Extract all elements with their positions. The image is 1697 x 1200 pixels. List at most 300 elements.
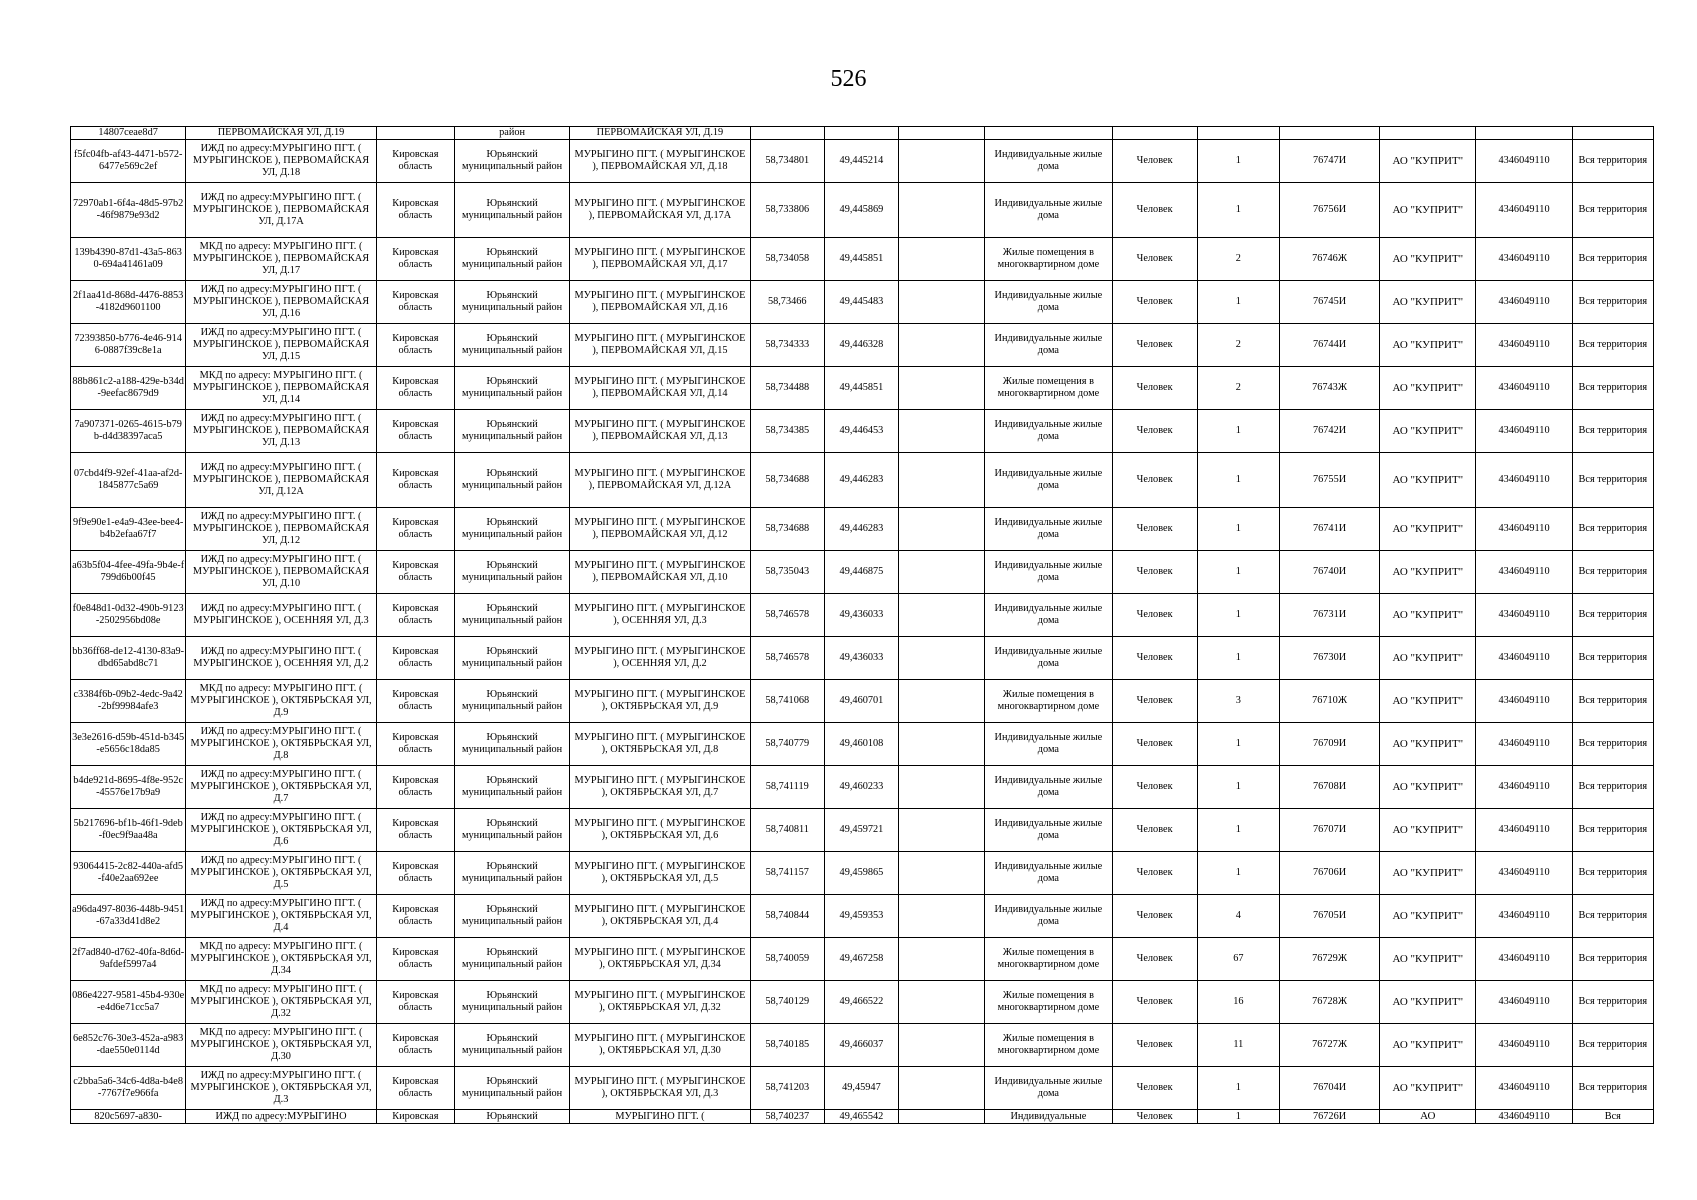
cell-count: 1: [1197, 281, 1279, 324]
cell-address: МУРЫГИНО ПГТ. ( МУРЫГИНСКОЕ ), ПЕРВОМАЙСКАЯ УЛ, Д.17: [570, 238, 750, 281]
cell-count: 11: [1197, 1024, 1279, 1067]
cell-object-type: Индивидуальные жилые дома: [985, 637, 1112, 680]
table-row: [71, 680, 1654, 723]
cell-inn: 4346049110: [1476, 938, 1572, 981]
cell-unit: Человек: [1112, 367, 1197, 410]
cell-object-id: 14807ceae8d7: [71, 127, 186, 140]
cell-object-id: 3e3e2616-d59b-451d-b345-e5656c18da85: [71, 723, 186, 766]
cell-unit: Человек: [1112, 281, 1197, 324]
cell-count: 1: [1197, 508, 1279, 551]
cell-address: МУРЫГИНО ПГТ. ( МУРЫГИНСКОЕ ), ОКТЯБРЬСКАЯ УЛ, Д.3: [570, 1067, 750, 1110]
cell-object-description: ИЖД по адресу:МУРЫГИНО ПГТ. ( МУРЫГИНСКОЕ ), ОКТЯБРЬСКАЯ УЛ, Д.4: [186, 895, 376, 938]
cell-empty-col: [899, 766, 985, 809]
cell-count: 1: [1197, 723, 1279, 766]
cell-count: 1: [1197, 551, 1279, 594]
cell-object-type: Индивидуальные жилые дома: [985, 551, 1112, 594]
cell-unit: Человек: [1112, 238, 1197, 281]
cell-object-type: Индивидуальные жилые дома: [985, 140, 1112, 183]
table-row: [71, 367, 1654, 410]
cell-object-description: ИЖД по адресу:МУРЫГИНО ПГТ. ( МУРЫГИНСКОЕ ), ПЕРВОМАЙСКАЯ УЛ, Д.12А: [186, 453, 376, 508]
cell-inn: 4346049110: [1476, 367, 1572, 410]
cell-object-description: МКД по адресу: МУРЫГИНО ПГТ. ( МУРЫГИНСКОЕ ), ОКТЯБРЬСКАЯ УЛ, Д.32: [186, 981, 376, 1024]
cell-unit: Человек: [1112, 183, 1197, 238]
cell-organization: АО "КУПРИТ": [1380, 1024, 1476, 1067]
table-row: [71, 895, 1654, 938]
cell-district: Юрьянский муниципальный район: [454, 938, 569, 981]
cell-address: МУРЫГИНО ПГТ. ( МУРЫГИНСКОЕ ), ПЕРВОМАЙСКАЯ УЛ, Д.16: [570, 281, 750, 324]
cell-district: Юрьянский муниципальный район: [454, 140, 569, 183]
cell-organization: АО "КУПРИТ": [1380, 140, 1476, 183]
cell-code: 76709И: [1279, 723, 1379, 766]
cell-inn: 4346049110: [1476, 453, 1572, 508]
cell-count: 2: [1197, 238, 1279, 281]
cell-empty-col: [899, 895, 985, 938]
cell-empty-col: [899, 809, 985, 852]
cell-inn: 4346049110: [1476, 410, 1572, 453]
cell-unit: Человек: [1112, 551, 1197, 594]
cell-latitude: 58,734801: [750, 140, 824, 183]
cell-empty-col: [899, 1110, 985, 1124]
table-row: [71, 1067, 1654, 1110]
cell-code: 76707И: [1279, 809, 1379, 852]
cell-count: 3: [1197, 680, 1279, 723]
cell-longitude: 49,467258: [824, 938, 898, 981]
cell-count: 1: [1197, 594, 1279, 637]
cell-code: 76704И: [1279, 1067, 1379, 1110]
cell-longitude: 49,459353: [824, 895, 898, 938]
cell-district: Юрьянский муниципальный район: [454, 551, 569, 594]
cell-object-description: ИЖД по адресу:МУРЫГИНО ПГТ. ( МУРЫГИНСКОЕ ), ПЕРВОМАЙСКАЯ УЛ, Д.13: [186, 410, 376, 453]
cell-object-id: b4de921d-8695-4f8e-952c-45576e17b9a9: [71, 766, 186, 809]
cell-inn: 4346049110: [1476, 551, 1572, 594]
cell-district: Юрьянский: [454, 1110, 569, 1124]
cell-object-id: f0e848d1-0d32-490b-9123-2502956bd08e: [71, 594, 186, 637]
cell-unit: Человек: [1112, 852, 1197, 895]
cell-organization: АО "КУПРИТ": [1380, 367, 1476, 410]
cell-longitude: 49,445869: [824, 183, 898, 238]
cell-object-type: Жилые помещения в многоквартирном доме: [985, 938, 1112, 981]
cell-count: 1: [1197, 637, 1279, 680]
cell-code: 76728Ж: [1279, 981, 1379, 1024]
table-row: [71, 594, 1654, 637]
cell-territory: Вся территория: [1572, 766, 1653, 809]
cell-latitude: 58,740811: [750, 809, 824, 852]
table-row: [71, 183, 1654, 238]
cell-object-id: a63b5f04-4fee-49fa-9b4e-f799d6b00f45: [71, 551, 186, 594]
cell-region: Кировская область: [376, 453, 454, 508]
cell-territory: Вся территория: [1572, 367, 1653, 410]
cell-count: 1: [1197, 453, 1279, 508]
cell-empty-col: [899, 281, 985, 324]
cell-code: 76755И: [1279, 453, 1379, 508]
cell-count: [1197, 127, 1279, 140]
cell-latitude: 58,741119: [750, 766, 824, 809]
cell-address: МУРЫГИНО ПГТ. ( МУРЫГИНСКОЕ ), ОКТЯБРЬСКАЯ УЛ, Д.7: [570, 766, 750, 809]
cell-territory: Вся территория: [1572, 324, 1653, 367]
cell-code: 76710Ж: [1279, 680, 1379, 723]
cell-code: 76743Ж: [1279, 367, 1379, 410]
cell-organization: АО "КУПРИТ": [1380, 981, 1476, 1024]
cell-inn: 4346049110: [1476, 680, 1572, 723]
cell-address: ПЕРВОМАЙСКАЯ УЛ, Д.19: [570, 127, 750, 140]
cell-district: Юрьянский муниципальный район: [454, 637, 569, 680]
cell-empty-col: [899, 551, 985, 594]
cell-object-description: ИЖД по адресу:МУРЫГИНО ПГТ. ( МУРЫГИНСКОЕ ), ПЕРВОМАЙСКАЯ УЛ, Д.10: [186, 551, 376, 594]
cell-object-type: Жилые помещения в многоквартирном доме: [985, 1024, 1112, 1067]
cell-empty-col: [899, 938, 985, 981]
table-row: [71, 981, 1654, 1024]
cell-region: Кировская область: [376, 723, 454, 766]
cell-inn: 4346049110: [1476, 809, 1572, 852]
cell-latitude: 58,734333: [750, 324, 824, 367]
cell-longitude: 49,459721: [824, 809, 898, 852]
cell-region: Кировская: [376, 1110, 454, 1124]
cell-territory: Вся территория: [1572, 183, 1653, 238]
cell-address: МУРЫГИНО ПГТ. ( МУРЫГИНСКОЕ ), ОКТЯБРЬСКАЯ УЛ, Д.4: [570, 895, 750, 938]
cell-object-type: Индивидуальные жилые дома: [985, 766, 1112, 809]
cell-code: 76730И: [1279, 637, 1379, 680]
cell-object-description: МКД по адресу: МУРЫГИНО ПГТ. ( МУРЫГИНСКОЕ ), ОКТЯБРЬСКАЯ УЛ, Д.34: [186, 938, 376, 981]
cell-object-description: ИЖД по адресу:МУРЫГИНО ПГТ. ( МУРЫГИНСКОЕ ), ОКТЯБРЬСКАЯ УЛ, Д.7: [186, 766, 376, 809]
cell-inn: 4346049110: [1476, 324, 1572, 367]
cell-count: 1: [1197, 140, 1279, 183]
cell-region: Кировская область: [376, 852, 454, 895]
cell-object-id: 72970ab1-6f4a-48d5-97b2-46f9879e93d2: [71, 183, 186, 238]
cell-inn: 4346049110: [1476, 508, 1572, 551]
cell-object-type: Индивидуальные жилые дома: [985, 1067, 1112, 1110]
cell-latitude: 58,740059: [750, 938, 824, 981]
cell-territory: Вся территория: [1572, 410, 1653, 453]
cell-longitude: 49,465542: [824, 1110, 898, 1124]
cell-organization: АО "КУПРИТ": [1380, 723, 1476, 766]
cell-object-type: Жилые помещения в многоквартирном доме: [985, 680, 1112, 723]
cell-address: МУРЫГИНО ПГТ. ( МУРЫГИНСКОЕ ), ОКТЯБРЬСКАЯ УЛ, Д.8: [570, 723, 750, 766]
cell-territory: Вся территория: [1572, 809, 1653, 852]
cell-latitude: 58,740237: [750, 1110, 824, 1124]
table-row: [71, 551, 1654, 594]
cell-district: Юрьянский муниципальный район: [454, 238, 569, 281]
cell-unit: Человек: [1112, 1067, 1197, 1110]
cell-territory: Вся территория: [1572, 680, 1653, 723]
cell-object-description: ИЖД по адресу:МУРЫГИНО ПГТ. ( МУРЫГИНСКОЕ ), ПЕРВОМАЙСКАЯ УЛ, Д.17А: [186, 183, 376, 238]
cell-region: Кировская область: [376, 637, 454, 680]
cell-inn: 4346049110: [1476, 594, 1572, 637]
cell-address: МУРЫГИНО ПГТ. ( МУРЫГИНСКОЕ ), ПЕРВОМАЙСКАЯ УЛ, Д.17А: [570, 183, 750, 238]
cell-latitude: 58,741157: [750, 852, 824, 895]
cell-object-id: 07cbd4f9-92ef-41aa-af2d-1845877c5a69: [71, 453, 186, 508]
table-row: [71, 410, 1654, 453]
cell-object-id: 7a907371-0265-4615-b79b-d4d38397aca5: [71, 410, 186, 453]
cell-unit: Человек: [1112, 981, 1197, 1024]
cell-object-description: ИЖД по адресу:МУРЫГИНО ПГТ. ( МУРЫГИНСКОЕ ), ОКТЯБРЬСКАЯ УЛ, Д.3: [186, 1067, 376, 1110]
cell-latitude: 58,741068: [750, 680, 824, 723]
cell-region: Кировская область: [376, 938, 454, 981]
cell-object-type: Жилые помещения в многоквартирном доме: [985, 981, 1112, 1024]
cell-object-type: Индивидуальные жилые дома: [985, 281, 1112, 324]
cell-unit: Человек: [1112, 637, 1197, 680]
cell-longitude: 49,446283: [824, 453, 898, 508]
cell-organization: АО: [1380, 1110, 1476, 1124]
cell-empty-col: [899, 1067, 985, 1110]
cell-territory: Вся территория: [1572, 508, 1653, 551]
table-row: [71, 238, 1654, 281]
cell-code: 76705И: [1279, 895, 1379, 938]
table-row: [71, 723, 1654, 766]
cell-address: МУРЫГИНО ПГТ. ( МУРЫГИНСКОЕ ), ОКТЯБРЬСКАЯ УЛ, Д.32: [570, 981, 750, 1024]
cell-unit: Человек: [1112, 938, 1197, 981]
cell-latitude: 58,740844: [750, 895, 824, 938]
cell-organization: АО "КУПРИТ": [1380, 508, 1476, 551]
table-row: [71, 852, 1654, 895]
cell-latitude: 58,746578: [750, 637, 824, 680]
cell-latitude: [750, 127, 824, 140]
cell-object-id: c3384f6b-09b2-4edc-9a42-2bf99984afe3: [71, 680, 186, 723]
cell-inn: 4346049110: [1476, 852, 1572, 895]
cell-region: Кировская область: [376, 766, 454, 809]
cell-longitude: 49,460701: [824, 680, 898, 723]
cell-count: 67: [1197, 938, 1279, 981]
cell-count: 1: [1197, 766, 1279, 809]
cell-organization: АО "КУПРИТ": [1380, 410, 1476, 453]
cell-address: МУРЫГИНО ПГТ. ( МУРЫГИНСКОЕ ), ПЕРВОМАЙСКАЯ УЛ, Д.14: [570, 367, 750, 410]
cell-code: 76744И: [1279, 324, 1379, 367]
cell-object-id: 086e4227-9581-45b4-930e-e4d6e71cc5a7: [71, 981, 186, 1024]
cell-longitude: 49,445851: [824, 367, 898, 410]
cell-unit: Человек: [1112, 766, 1197, 809]
cell-address: МУРЫГИНО ПГТ. ( МУРЫГИНСКОЕ ), ОСЕННЯЯ УЛ, Д.3: [570, 594, 750, 637]
cell-empty-col: [899, 410, 985, 453]
cell-address: МУРЫГИНО ПГТ. ( МУРЫГИНСКОЕ ), ОКТЯБРЬСКАЯ УЛ, Д.34: [570, 938, 750, 981]
cell-region: Кировская область: [376, 680, 454, 723]
cell-unit: Человек: [1112, 1110, 1197, 1124]
cell-count: 1: [1197, 809, 1279, 852]
cell-inn: 4346049110: [1476, 281, 1572, 324]
cell-count: 1: [1197, 1110, 1279, 1124]
cell-object-id: 9f9e90e1-e4a9-43ee-bee4-b4b2efaa67f7: [71, 508, 186, 551]
cell-code: 76745И: [1279, 281, 1379, 324]
cell-region: Кировская область: [376, 183, 454, 238]
cell-unit: Человек: [1112, 723, 1197, 766]
cell-organization: АО "КУПРИТ": [1380, 766, 1476, 809]
table-row: [71, 453, 1654, 508]
cell-count: 1: [1197, 1067, 1279, 1110]
cell-district: Юрьянский муниципальный район: [454, 981, 569, 1024]
cell-inn: 4346049110: [1476, 140, 1572, 183]
cell-organization: АО "КУПРИТ": [1380, 852, 1476, 895]
cell-object-type: Индивидуальные жилые дома: [985, 809, 1112, 852]
cell-latitude: 58,740779: [750, 723, 824, 766]
cell-inn: 4346049110: [1476, 981, 1572, 1024]
cell-code: 76756И: [1279, 183, 1379, 238]
cell-region: Кировская область: [376, 324, 454, 367]
cell-object-description: МКД по адресу: МУРЫГИНО ПГТ. ( МУРЫГИНСКОЕ ), ПЕРВОМАЙСКАЯ УЛ, Д.14: [186, 367, 376, 410]
table-row: [71, 508, 1654, 551]
cell-empty-col: [899, 680, 985, 723]
cell-object-type: Индивидуальные жилые дома: [985, 324, 1112, 367]
cell-inn: 4346049110: [1476, 1067, 1572, 1110]
cell-region: Кировская область: [376, 1067, 454, 1110]
cell-region: Кировская область: [376, 981, 454, 1024]
cell-territory: Вся территория: [1572, 238, 1653, 281]
cell-unit: Человек: [1112, 895, 1197, 938]
cell-code: 76726И: [1279, 1110, 1379, 1124]
cell-latitude: 58,734058: [750, 238, 824, 281]
cell-object-description: ИЖД по адресу:МУРЫГИНО ПГТ. ( МУРЫГИНСКОЕ ), ОСЕННЯЯ УЛ, Д.3: [186, 594, 376, 637]
cell-district: Юрьянский муниципальный район: [454, 895, 569, 938]
cell-district: Юрьянский муниципальный район: [454, 508, 569, 551]
cell-inn: [1476, 127, 1572, 140]
cell-object-description: ИЖД по адресу:МУРЫГИНО ПГТ. ( МУРЫГИНСКОЕ ), ПЕРВОМАЙСКАЯ УЛ, Д.15: [186, 324, 376, 367]
cell-latitude: 58,733806: [750, 183, 824, 238]
cell-empty-col: [899, 508, 985, 551]
cell-object-id: 6e852c76-30e3-452a-a983-dae550e0114d: [71, 1024, 186, 1067]
cell-inn: 4346049110: [1476, 637, 1572, 680]
cell-territory: Вся территория: [1572, 852, 1653, 895]
cell-organization: АО "КУПРИТ": [1380, 324, 1476, 367]
cell-count: 1: [1197, 410, 1279, 453]
cell-object-id: 820c5697-a830-: [71, 1110, 186, 1124]
cell-organization: АО "КУПРИТ": [1380, 281, 1476, 324]
cell-longitude: 49,445214: [824, 140, 898, 183]
cell-longitude: 49,460233: [824, 766, 898, 809]
table-row: [71, 324, 1654, 367]
cell-inn: 4346049110: [1476, 238, 1572, 281]
cell-region: Кировская область: [376, 410, 454, 453]
cell-district: Юрьянский муниципальный район: [454, 723, 569, 766]
cell-count: 1: [1197, 183, 1279, 238]
cell-region: Кировская область: [376, 140, 454, 183]
cell-territory: Вся территория: [1572, 723, 1653, 766]
cell-longitude: 49,446453: [824, 410, 898, 453]
cell-organization: АО "КУПРИТ": [1380, 551, 1476, 594]
cell-address: МУРЫГИНО ПГТ. ( МУРЫГИНСКОЕ ), ПЕРВОМАЙСКАЯ УЛ, Д.12А: [570, 453, 750, 508]
cell-object-id: bb36ff68-de12-4130-83a9-dbd65abd8c71: [71, 637, 186, 680]
cell-unit: Человек: [1112, 140, 1197, 183]
cell-region: Кировская область: [376, 551, 454, 594]
cell-unit: Человек: [1112, 324, 1197, 367]
table-row: [71, 938, 1654, 981]
cell-organization: АО "КУПРИТ": [1380, 938, 1476, 981]
cell-empty-col: [899, 140, 985, 183]
cell-unit: Человек: [1112, 508, 1197, 551]
cell-territory: [1572, 127, 1653, 140]
cell-region: Кировская область: [376, 895, 454, 938]
cell-latitude: 58,734385: [750, 410, 824, 453]
cell-district: Юрьянский муниципальный район: [454, 281, 569, 324]
cell-region: [376, 127, 454, 140]
cell-code: 76741И: [1279, 508, 1379, 551]
cell-latitude: 58,734688: [750, 453, 824, 508]
cell-address: МУРЫГИНО ПГТ. ( МУРЫГИНСКОЕ ), ПЕРВОМАЙСКАЯ УЛ, Д.15: [570, 324, 750, 367]
cell-object-description: ИЖД по адресу:МУРЫГИНО ПГТ. ( МУРЫГИНСКОЕ ), ПЕРВОМАЙСКАЯ УЛ, Д.12: [186, 508, 376, 551]
cell-territory: Вся территория: [1572, 1067, 1653, 1110]
cell-organization: АО "КУПРИТ": [1380, 637, 1476, 680]
cell-unit: [1112, 127, 1197, 140]
cell-object-type: Индивидуальные: [985, 1110, 1112, 1124]
table-row: [71, 637, 1654, 680]
cell-district: Юрьянский муниципальный район: [454, 453, 569, 508]
cell-code: 76706И: [1279, 852, 1379, 895]
cell-region: Кировская область: [376, 238, 454, 281]
cell-object-id: 2f7ad840-d762-40fa-8d6d-9afdef5997a4: [71, 938, 186, 981]
cell-address: МУРЫГИНО ПГТ. ( МУРЫГИНСКОЕ ), ОКТЯБРЬСКАЯ УЛ, Д.6: [570, 809, 750, 852]
cell-empty-col: [899, 453, 985, 508]
cell-organization: АО "КУПРИТ": [1380, 594, 1476, 637]
cell-address: МУРЫГИНО ПГТ. ( МУРЫГИНСКОЕ ), ОКТЯБРЬСКАЯ УЛ, Д.5: [570, 852, 750, 895]
cell-object-description: ПЕРВОМАЙСКАЯ УЛ, Д.19: [186, 127, 376, 140]
cell-object-description: ИЖД по адресу:МУРЫГИНО ПГТ. ( МУРЫГИНСКОЕ ), ОСЕННЯЯ УЛ, Д.2: [186, 637, 376, 680]
cell-territory: Вся территория: [1572, 453, 1653, 508]
cell-latitude: 58,735043: [750, 551, 824, 594]
cell-district: Юрьянский муниципальный район: [454, 1024, 569, 1067]
cell-object-id: 2f1aa41d-868d-4476-8853-4182d9601100: [71, 281, 186, 324]
cell-district: район: [454, 127, 569, 140]
cell-code: 76747И: [1279, 140, 1379, 183]
cell-address: МУРЫГИНО ПГТ. ( МУРЫГИНСКОЕ ), ПЕРВОМАЙСКАЯ УЛ, Д.13: [570, 410, 750, 453]
cell-object-description: ИЖД по адресу:МУРЫГИНО ПГТ. ( МУРЫГИНСКОЕ ), ПЕРВОМАЙСКАЯ УЛ, Д.18: [186, 140, 376, 183]
cell-empty-col: [899, 183, 985, 238]
cell-empty-col: [899, 324, 985, 367]
cell-inn: 4346049110: [1476, 183, 1572, 238]
cell-district: Юрьянский муниципальный район: [454, 367, 569, 410]
cell-longitude: 49,445851: [824, 238, 898, 281]
registry-table: [70, 126, 1654, 1124]
cell-object-type: Индивидуальные жилые дома: [985, 508, 1112, 551]
cell-territory: Вся территория: [1572, 281, 1653, 324]
cell-code: 76746Ж: [1279, 238, 1379, 281]
cell-territory: Вся территория: [1572, 551, 1653, 594]
cell-object-description: ИЖД по адресу:МУРЫГИНО ПГТ. ( МУРЫГИНСКОЕ ), ОКТЯБРЬСКАЯ УЛ, Д.5: [186, 852, 376, 895]
cell-district: Юрьянский муниципальный район: [454, 766, 569, 809]
cell-unit: Человек: [1112, 809, 1197, 852]
cell-unit: Человек: [1112, 410, 1197, 453]
cell-object-description: МКД по адресу: МУРЫГИНО ПГТ. ( МУРЫГИНСКОЕ ), ОКТЯБРЬСКАЯ УЛ, Д.9: [186, 680, 376, 723]
cell-object-description: МКД по адресу: МУРЫГИНО ПГТ. ( МУРЫГИНСКОЕ ), ПЕРВОМАЙСКАЯ УЛ, Д.17: [186, 238, 376, 281]
cell-longitude: [824, 127, 898, 140]
cell-object-type: Жилые помещения в многоквартирном доме: [985, 238, 1112, 281]
cell-object-id: 5b217696-bf1b-46f1-9deb-f0ec9f9aa48a: [71, 809, 186, 852]
cell-latitude: 58,740185: [750, 1024, 824, 1067]
cell-object-id: 72393850-b776-4e46-9146-0887f39c8e1a: [71, 324, 186, 367]
table-row: [71, 1024, 1654, 1067]
cell-object-type: Жилые помещения в многоквартирном доме: [985, 367, 1112, 410]
cell-empty-col: [899, 594, 985, 637]
cell-code: 76729Ж: [1279, 938, 1379, 981]
cell-object-description: ИЖД по адресу:МУРЫГИНО: [186, 1110, 376, 1124]
cell-object-id: 139b4390-87d1-43a5-8630-694a41461a09: [71, 238, 186, 281]
cell-latitude: 58,746578: [750, 594, 824, 637]
cell-territory: Вся территория: [1572, 895, 1653, 938]
cell-count: 4: [1197, 895, 1279, 938]
cell-inn: 4346049110: [1476, 895, 1572, 938]
cell-inn: 4346049110: [1476, 723, 1572, 766]
cell-territory: Вся территория: [1572, 140, 1653, 183]
cell-region: Кировская область: [376, 1024, 454, 1067]
cell-object-description: ИЖД по адресу:МУРЫГИНО ПГТ. ( МУРЫГИНСКОЕ ), ПЕРВОМАЙСКАЯ УЛ, Д.16: [186, 281, 376, 324]
cell-object-description: МКД по адресу: МУРЫГИНО ПГТ. ( МУРЫГИНСКОЕ ), ОКТЯБРЬСКАЯ УЛ, Д.30: [186, 1024, 376, 1067]
cell-organization: АО "КУПРИТ": [1380, 895, 1476, 938]
cell-unit: Человек: [1112, 453, 1197, 508]
cell-object-id: 88b861c2-a188-429e-b34d-9eefac8679d9: [71, 367, 186, 410]
cell-longitude: 49,45947: [824, 1067, 898, 1110]
cell-district: Юрьянский муниципальный район: [454, 324, 569, 367]
cell-object-type: Индивидуальные жилые дома: [985, 410, 1112, 453]
cell-object-type: [985, 127, 1112, 140]
cell-unit: Человек: [1112, 1024, 1197, 1067]
cell-district: Юрьянский муниципальный район: [454, 183, 569, 238]
cell-organization: АО "КУПРИТ": [1380, 1067, 1476, 1110]
cell-longitude: 49,460108: [824, 723, 898, 766]
